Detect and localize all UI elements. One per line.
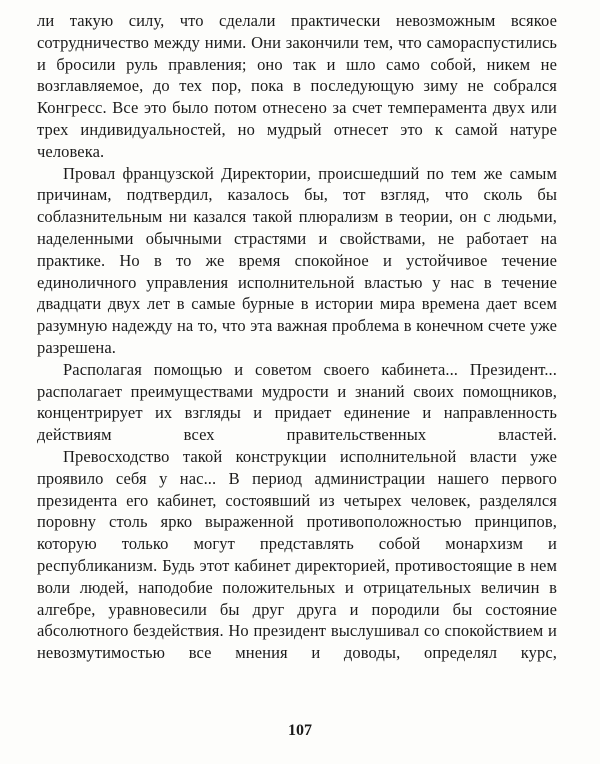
- paragraph-4: [37, 446, 557, 664]
- paragraph-1-text: ли такую силу, что сделали практически невозможным всякое сотрудничество между ними. Они закончили тем, что самораспустились и бросили руль правления; оно так и шло само собой, никем не возглавляемое, до тех пор, пока в последующую зиму не собрался Конгресс. Все это было потом отнесено за счет темперамента двух или трех индивидуальностей, но мудрый отнесет это к самой натуре человека.: [37, 11, 557, 161]
- paragraph-3: [37, 359, 557, 446]
- page-number: 107: [288, 722, 312, 739]
- paragraph-4-text: Превосходство такой конструкции исполнительной власти уже проявило себя у нас... В период администрации нашего первого президента его кабинет, состоявший из четырех человек, разделялся поровну столь ярко выраженной противоположностью принципов, которую только могут представлять собой монархизм и республиканизм. Будь этот кабинет директорией, противостоящие в нем воли людей, наподобие положительных и отрицательных величин в алгебре, уравновесили бы друг друга и породили бы состояние абсолютного бездействия. Но президент выслушивал со спокойствием и невозмутимостью все мнения и доводы, определял курс,: [37, 446, 557, 663]
- paragraph-2-text: Провал французской Директории, происшедший по тем же самым причинам, подтвердил, казалось бы, тот взгляд, что сколь бы соблазнительным ни казался такой плюрализм в теории, он с людьми, наделенными обычными страстями и свойствами, не работает на практике. Но в то же время спокойное и устойчивое течение единоличного управления исполнительной властью у нас в течение двадцати двух лет в самые бурные в истории мира времена дает всем разумную надежду на то, что эта важная проблема в конечном счете уже разрешена.: [37, 163, 557, 357]
- paragraph-3-text: Располагая помощью и советом своего кабинета... Президент... располагает преимуществами мудрости и знаний своих помощников, концентрирует их взгляды и придает единение и направленность действиям всех правительственных властей.: [37, 359, 557, 445]
- body-text: [37, 10, 557, 664]
- paragraph-2: [37, 163, 557, 359]
- paragraph-1: [37, 10, 557, 163]
